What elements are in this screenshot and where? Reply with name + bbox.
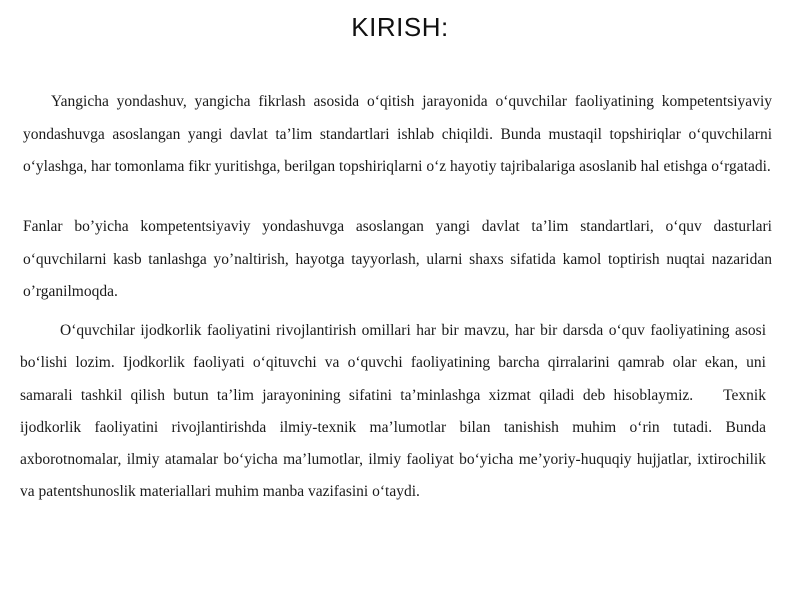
paragraph-intro: Yangicha yondashuv, yangicha fikrlash asosida o‘qitish jarayonida o‘quvchilar faoliyatining kompetentsiyaviy yondashuvga asoslangan yangi davlat ta’lim standartlari ishlab chiqildi. Bunda mustaqil topshiriqlar o‘quvchilarni o‘ylashga, har tomonlama fikr yuritishga, berilgan topshiriqlarni o‘z hayotiy tajribalariga asoslanib hal etishga o‘rgatadi.: [23, 93, 772, 175]
page-title: KIRISH:: [351, 12, 449, 42]
paragraph-creativity: [20, 315, 766, 509]
paragraph-creativity-part1: O‘quvchilar ijodkorlik faoliyatini rivojlantirish omillari har bir mavzu, har bir darsda o‘quv faoliyatining asosi bo‘lishi lozim. Ijodkorlik faoliyati o‘qituvchi va o‘quvchi faoliyatining barcha qirralarini qamrab olar ekan, uni samarali tashkil qilish butun ta’lim jarayonining sifatini ta’minlashga xizmat qiladi deb hisoblaymiz.: [20, 322, 766, 404]
paragraph-subjects: Fanlar bo’yicha kompetentsiyaviy yondashuvga asoslangan yangi davlat ta’lim standartlari, o‘quv dasturlari o‘quvchilarni kasb tanlashga yo’naltirish, hayotga tayyorlash, ularni shaxs sifatida kamol toptirish nuqtai nazaridan o’rganilmoqda.: [23, 218, 772, 300]
paragraph-creativity-part2: Texnik ijodkorlik faoliyatini rivojlantirishda ilmiy-texnik ma’lumotlar bilan tanishish muhim o‘rin tutadi. Bunda axborotnomalar, ilmiy atamalar bo‘yicha ma’lumotlar, ilmiy faoliyat bo‘yicha me’yoriy-huquqiy hujjatlar, ixtirochilik va patentshunoslik materiallari muhim manba vazifasini o‘taydi.: [20, 386, 766, 501]
